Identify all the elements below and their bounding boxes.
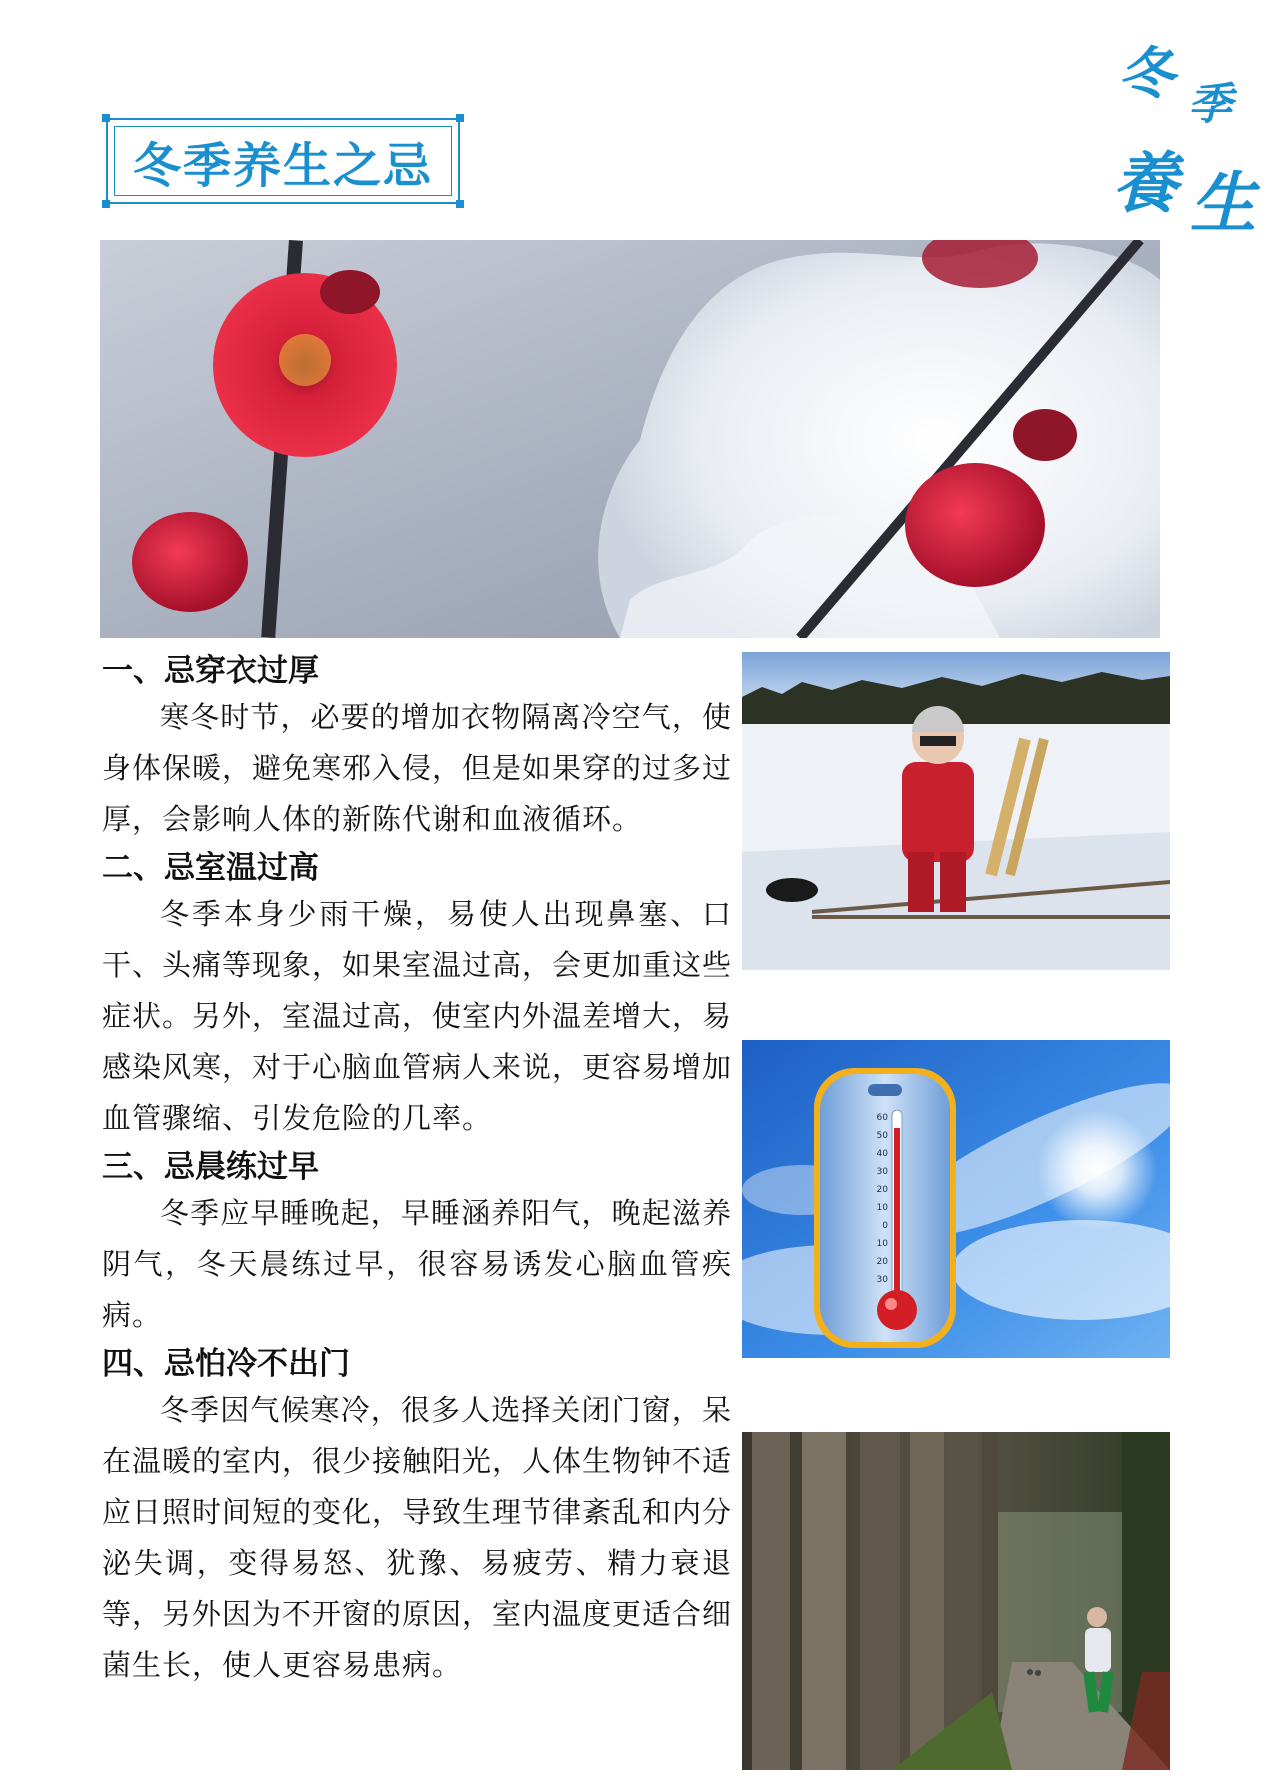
logo-char: 季 [1188,79,1232,130]
section-heading: 二、忌室温过高 [102,850,319,886]
thermometer-scale-label: 20 [876,1185,888,1195]
thermometer-scale-label: 30 [876,1167,888,1177]
thermometer-scale-label: 10 [876,1239,888,1249]
page-title-frame [106,118,460,204]
logo-char: 生 [1190,164,1256,242]
thermometer-sky-photo [742,1040,1170,1358]
plum-blossom-snow-photo [100,240,1160,638]
thermometer-scale-label: 10 [876,1203,888,1213]
section-paragraph: 冬季本身少雨干燥，易使人出现鼻塞、口干、头痛等现象，如果室温过高，会更加重这些症状。另外，室温过高，使室内外温差增大，易感染风寒，对于心脑血管病人来说，更容易增加血管骤缩、引发危险的几率。 [102,897,733,1135]
page-title: 冬季养生之忌 [132,137,433,194]
section-heading: 四、忌怕冷不出门 [102,1346,350,1382]
section-paragraph: 寒冬时节，必要的增加衣物隔离冷空气，使身体保暖，避免寒邪入侵，但是如果穿的过多过厚，会影响人体的新陈代谢和血液循环。 [102,700,733,836]
thermometer-scale-label: 0 [882,1221,888,1231]
section-paragraph: 冬季因气候寒冷，很多人选择关闭门窗，呆在温暖的室内，很少接触阳光，人体生物钟不适应日照时间短的变化，导致生理节律紊乱和内分泌失调，变得易怒、犹豫、易疲劳、精力衰退等，另外因为不开窗的原因，室内温度更适合细菌生长，使人更容易患病。 [102,1393,733,1682]
child-sled-snow-photo [742,652,1170,970]
section-heading: 一、忌穿衣过厚 [102,653,319,689]
thermometer-scale-label: 30 [876,1275,888,1285]
section-heading: 三、忌晨练过早 [102,1149,319,1185]
jogger-tree-path-photo [742,1432,1170,1770]
logo-char: 養 [1112,144,1178,222]
thermometer-scale-label: 60 [876,1113,888,1123]
winter-wellness-logo [1112,30,1258,242]
logo-char: 冬 [1118,41,1174,107]
article-body [102,650,732,1693]
thermometer-scale-label: 20 [876,1257,888,1267]
thermometer-scale-label: 50 [876,1131,888,1141]
thermometer-scale-label: 40 [876,1149,888,1159]
section-paragraph: 冬季应早睡晚起，早睡涵养阳气，晚起滋养阴气，冬天晨练过早，很容易诱发心脑血管疾病。 [102,1196,732,1332]
